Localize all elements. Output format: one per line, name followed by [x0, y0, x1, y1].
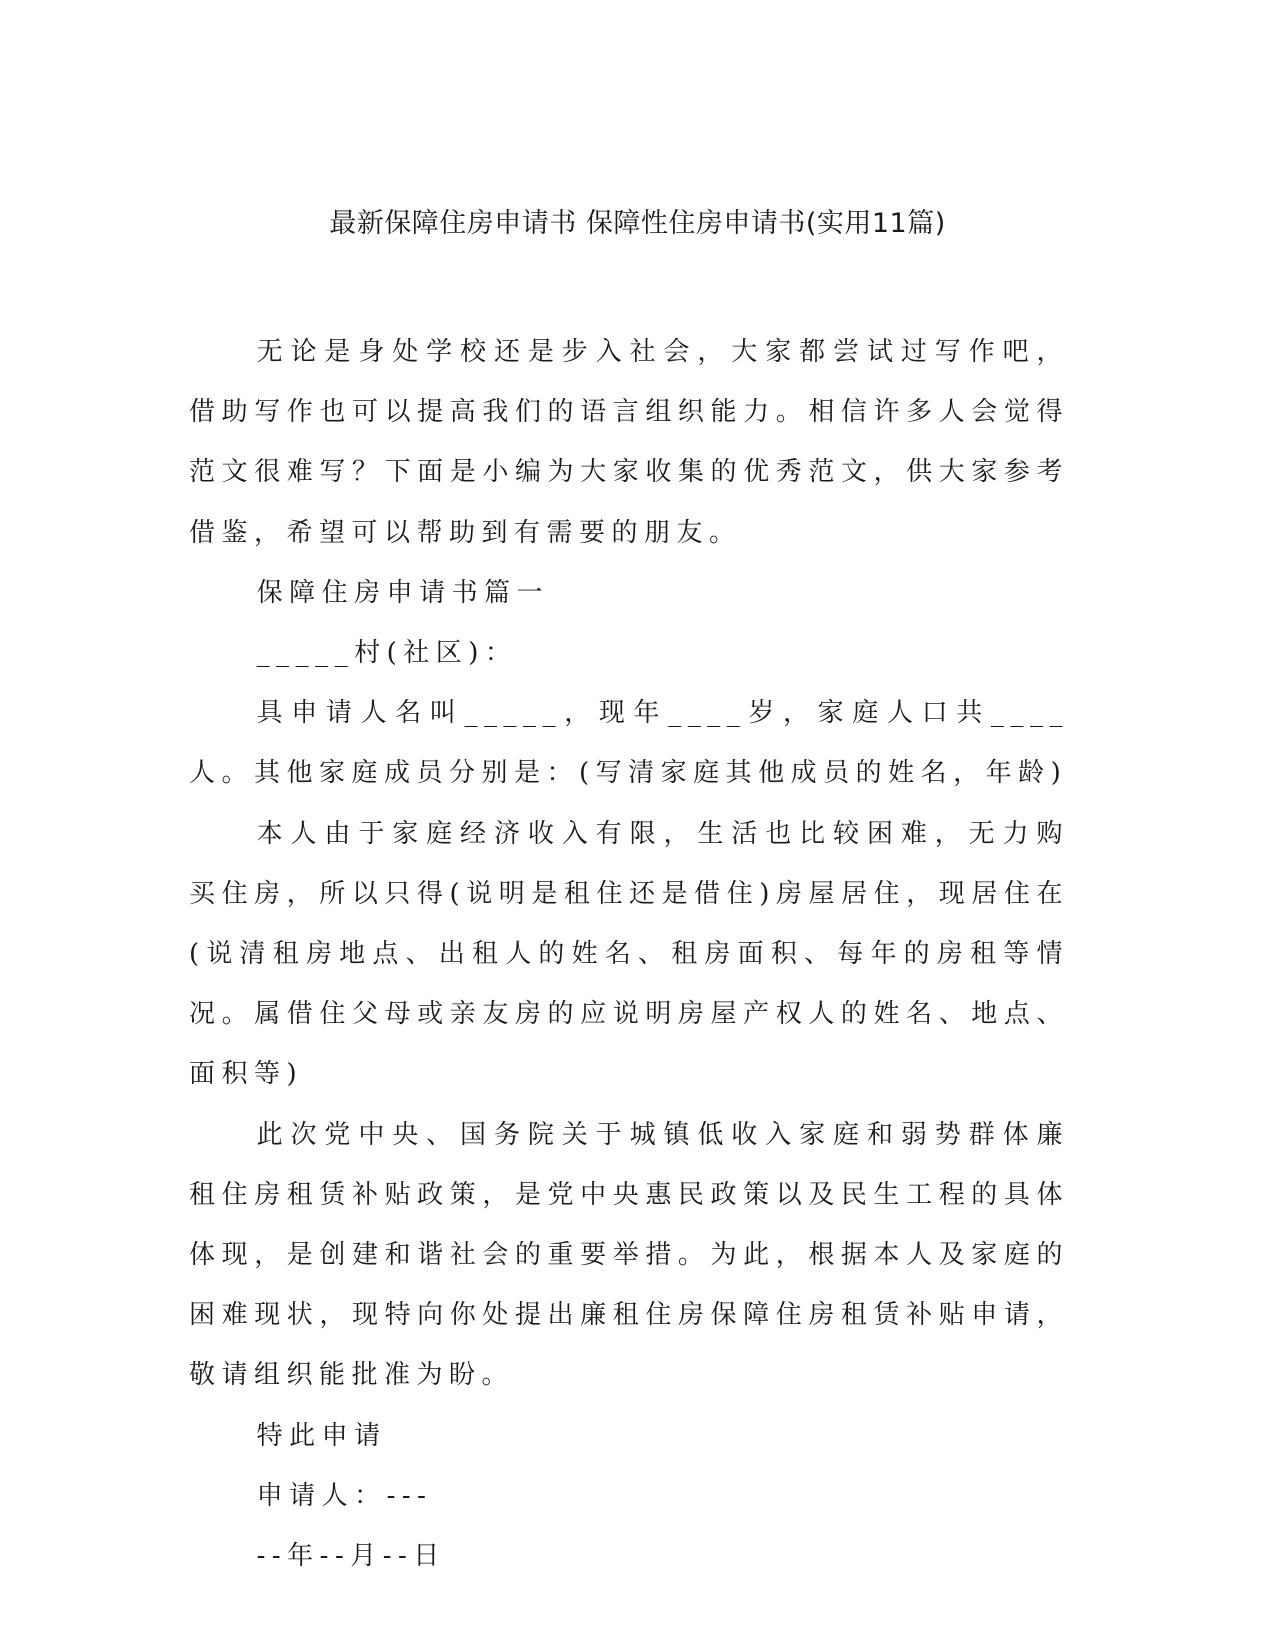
policy-request-paragraph: 此次党中央、国务院关于城镇低收入家庭和弱势群体廉租住房租赁补贴政策，是党中央惠民政策以及民生工程的具体体现，是创建和谐社会的重要举措。为此，根据本人及家庭的困难现状，现特向你处提出廉租住房保障住房租赁补贴申请，敬请组织能批准为盼。: [189, 1119, 1069, 1391]
applicant-info-paragraph: 具申请人名叫_____，现年____岁，家庭人口共____人。其他家庭成员分别是：(写清家庭其他成员的姓名，年龄): [189, 698, 1069, 789]
document-body: [189, 322, 1069, 1586]
closing-phrase: 特此申请: [256, 1420, 387, 1451]
salutation: _____村(社区)：: [256, 638, 518, 669]
intro-paragraph: 无论是身处学校还是步入社会，大家都尝试过写作吧，借助写作也可以提高我们的语言组织能力。相信许多人会觉得范文很难写？下面是小编为大家收集的优秀范文，供大家参考借鉴，希望可以帮助到有需要的朋友。: [189, 337, 1069, 548]
housing-situation-paragraph: 本人由于家庭经济收入有限，生活也比较困难，无力购买住房，所以只得(说明是租住还是借住)房屋居住，现居住在(说清租房地点、出租人的姓名、租房面积、每年的房租等情况。属借住父母或亲友房的应说明房屋产权人的姓名、地点、面积等): [189, 818, 1069, 1090]
application-date: --年--月--日: [256, 1541, 446, 1572]
applicant-signature: 申请人：---: [256, 1480, 433, 1511]
section-heading: 保障住房申请书篇一: [256, 577, 550, 608]
document-title: 最新保障住房申请书 保障性住房申请书(实用11篇): [329, 208, 946, 239]
